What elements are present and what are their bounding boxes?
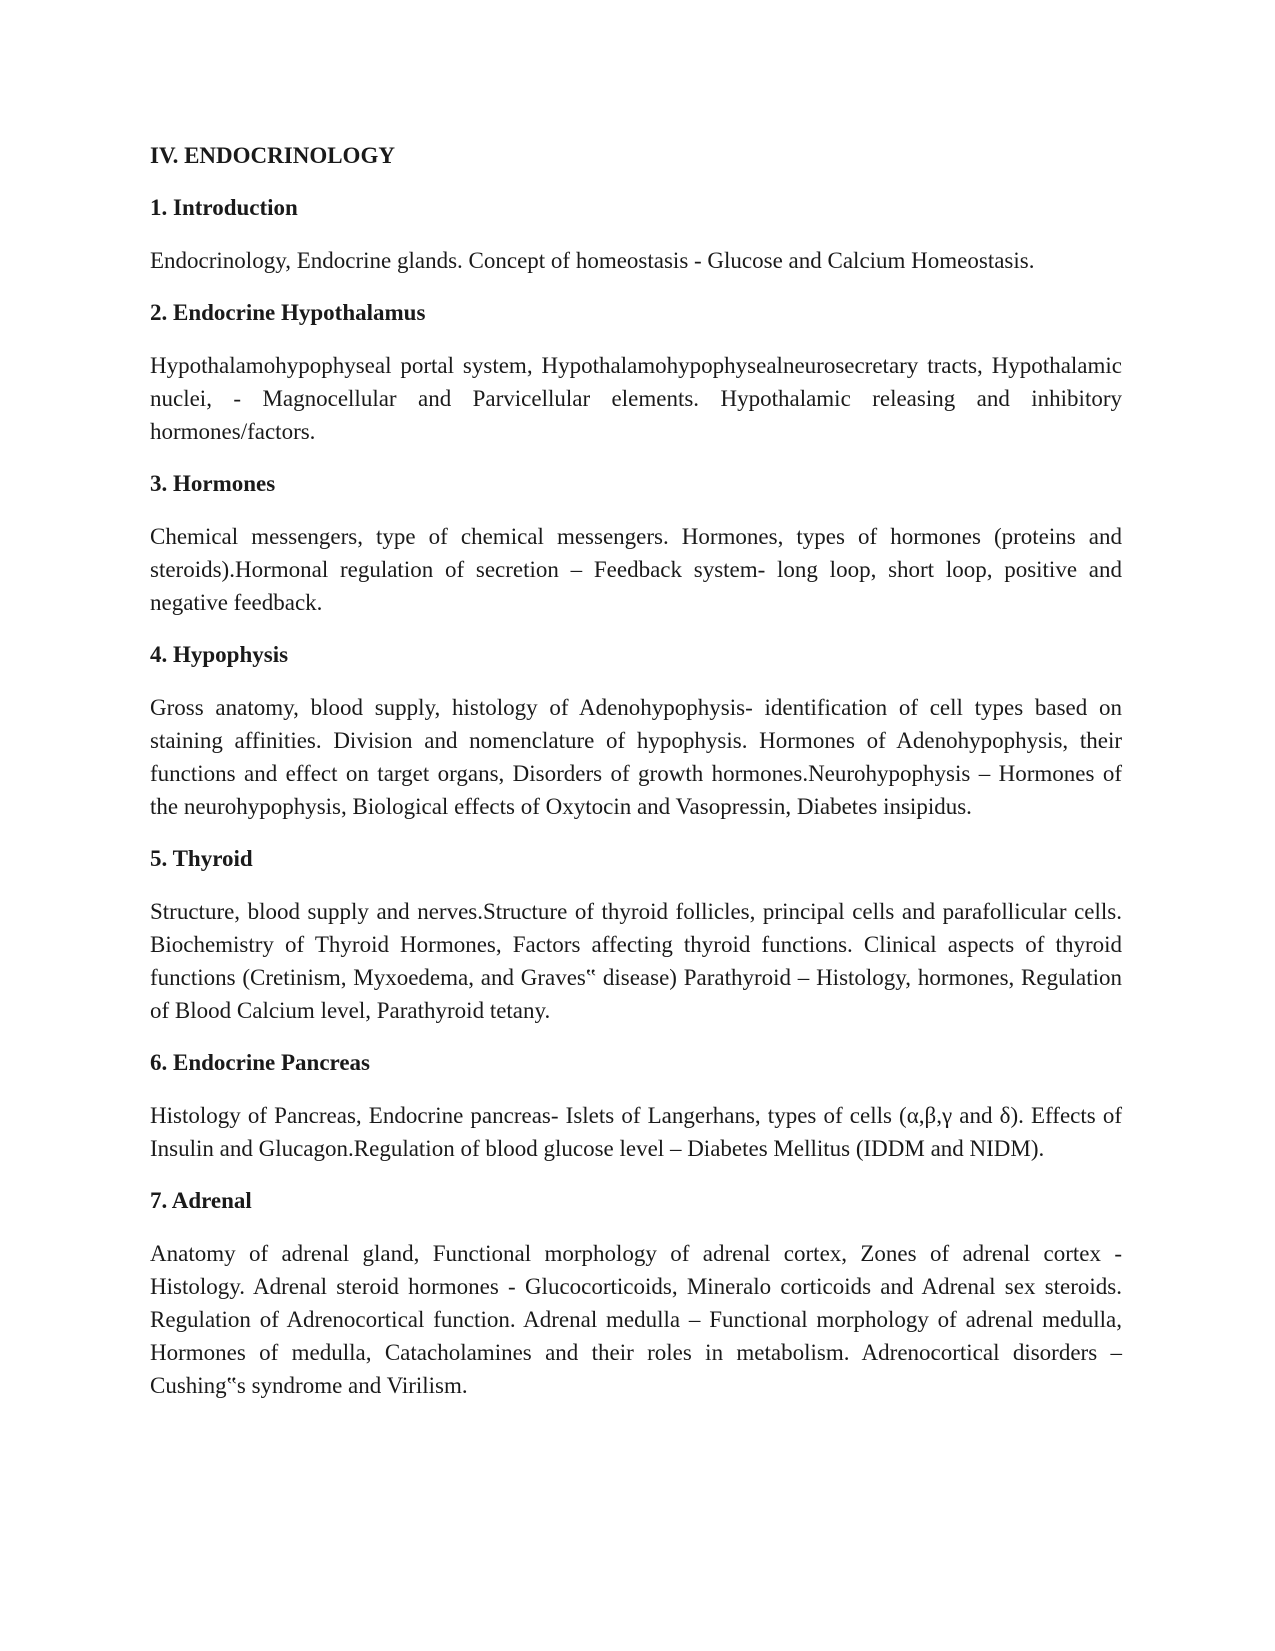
section-heading: 5. Thyroid [150,846,253,871]
section-body: Endocrinology, Endocrine glands. Concept of homeostasis - Glucose and Calcium Homeostasis. [150,248,1035,273]
section-heading: 1. Introduction [150,195,298,220]
section-heading: 4. Hypophysis [150,642,289,667]
section-body: Structure, blood supply and nerves.Structure of thyroid follicles, principal cells and parafollicular cells. Biochemistry of Thyroid Hormones, Factors affecting thyroid functions. Clinical aspects of thyroid functions (Cretinism, Myxoedema, and Graves‟ disease) Parathyroid – Histology, hormones, Regulation of Blood Calcium level, Parathyroid tetany. [150,899,1122,1023]
section-heading: 6. Endocrine Pancreas [150,1050,370,1075]
section-adrenal [150,1185,1122,1402]
section-body: Hypothalamohypophyseal portal system, Hypothalamohypophysealneurosecretary tracts, Hypothalamic nuclei, - Magnocellular and Parvicellular elements. Hypothalamic releasing and inhibitory hormones/factors. [150,353,1122,444]
section-endocrine-hypothalamus [150,297,1122,448]
page-title: IV. ENDOCRINOLOGY [150,143,395,168]
section-heading: 2. Endocrine Hypothalamus [150,300,426,325]
section-heading: 7. Adrenal [150,1188,252,1213]
section-introduction [150,192,1122,277]
section-thyroid [150,843,1122,1027]
section-hypophysis [150,639,1122,823]
section-body: Gross anatomy, blood supply, histology of Adenohypophysis- identification of cell types based on staining affinities. Division and nomenclature of hypophysis. Hormones of Adenohypophysis, their functions and effect on target organs, Disorders of growth hormones.Neurohypophysis – Hormones of the neurohypophysis, Biological effects of Oxytocin and Vasopressin, Diabetes insipidus. [150,695,1122,819]
section-heading: 3. Hormones [150,471,276,496]
section-endocrine-pancreas [150,1047,1122,1165]
section-body: Histology of Pancreas, Endocrine pancreas- Islets of Langerhans, types of cells (α,β,γ and δ). Effects of Insulin and Glucagon.Regulation of blood glucose level – Diabetes Mellitus (IDDM and NIDM). [150,1103,1122,1161]
document-page [150,140,1122,1422]
section-body: Chemical messengers, type of chemical messengers. Hormones, types of hormones (proteins and steroids).Hormonal regulation of secretion – Feedback system- long loop, short loop, positive and negative feedback. [150,524,1122,615]
section-hormones [150,468,1122,619]
section-body: Anatomy of adrenal gland, Functional morphology of adrenal cortex, Zones of adrenal cortex - Histology. Adrenal steroid hormones - Glucocorticoids, Mineralo corticoids and Adrenal sex steroids. Regulation of Adrenocortical function. Adrenal medulla – Functional morphology of adrenal medulla, Hormones of medulla, Catacholamines and their roles in metabolism. Adrenocortical disorders – Cushing‟s syndrome and Virilism. [150,1241,1122,1398]
